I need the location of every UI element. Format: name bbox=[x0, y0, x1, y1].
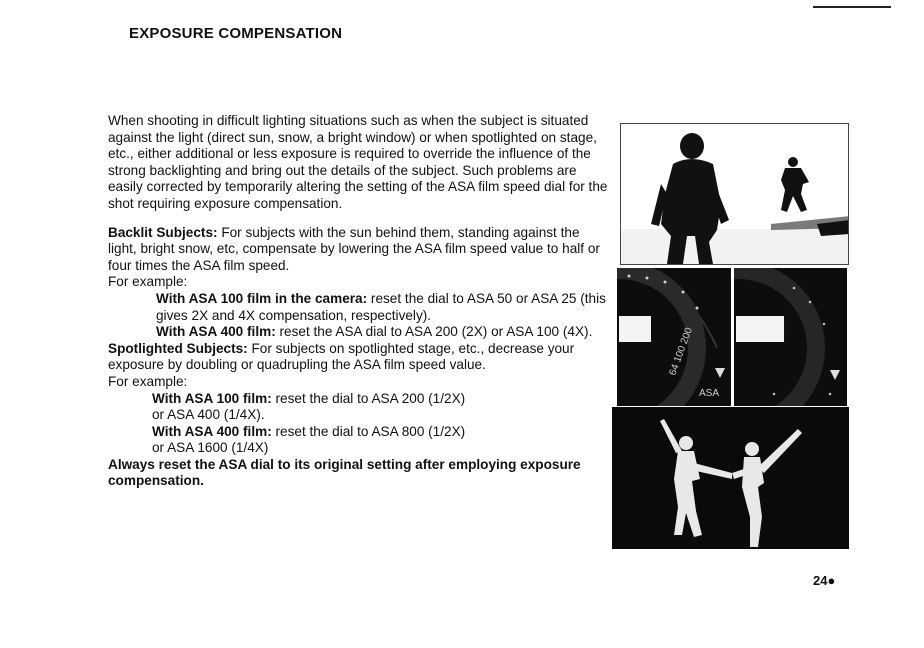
spotlighted-example-1-cont: or ASA 400 (1/4X). bbox=[152, 407, 265, 423]
backlit-label: Backlit Subjects: bbox=[108, 224, 218, 240]
spotlighted-example-2 bbox=[108, 424, 608, 441]
backlit-for-example: For example: bbox=[108, 274, 188, 290]
backlit-paragraph bbox=[108, 225, 608, 275]
page-title: EXPOSURE COMPENSATION bbox=[129, 25, 343, 42]
dial-numbers: 64 100 200 bbox=[667, 326, 695, 378]
spotlighted-example-2-label: With ASA 400 film: bbox=[152, 423, 272, 439]
reminder-note: Always reset the ASA dial to its original setting after employing exposure compensation. bbox=[108, 456, 581, 489]
backlit-example-1-label: With ASA 100 film in the camera: bbox=[156, 290, 368, 306]
photo-spotlighted-dancers bbox=[612, 407, 849, 549]
backlit-example-2-label: With ASA 400 film: bbox=[156, 324, 276, 340]
page-number-value: 24 bbox=[813, 573, 828, 588]
spotlighted-example-2-text: reset the dial to ASA 800 (1/2X) bbox=[271, 423, 466, 439]
photo-asa-dial bbox=[617, 268, 731, 406]
dial-asa-label: ASA bbox=[699, 388, 720, 399]
backlit-example-1 bbox=[108, 291, 608, 324]
backlit-text: For subjects with the sun behind them, standing against the light, bright snow, etc, compensate by lowering the ASA film speed value to half or four times the ASA film speed. bbox=[108, 224, 600, 273]
top-rule bbox=[813, 6, 891, 8]
photo-backlit-skiers bbox=[620, 123, 849, 265]
photo-asa-dial-2 bbox=[734, 268, 847, 406]
backlit-example-1-text: reset the dial to ASA 50 or ASA 25 (this gives 2X and 4X compensation, respectively). bbox=[156, 290, 606, 323]
body-text bbox=[108, 113, 608, 490]
backlit-example-2 bbox=[108, 324, 608, 341]
spotlighted-example-1-text: reset the dial to ASA 200 (1/2X) bbox=[271, 390, 466, 406]
spotlighted-example-1-label: With ASA 100 film: bbox=[152, 390, 272, 406]
spotlighted-example-2-cont: or ASA 1600 (1/4X) bbox=[152, 440, 269, 456]
spotlighted-example-1 bbox=[108, 391, 608, 408]
spotlighted-label: Spotlighted Subjects: bbox=[108, 340, 248, 356]
spotlighted-text: For subjects on spotlighted stage, etc., decrease your exposure by doubling or quadrupling the ASA film speed value. bbox=[108, 340, 575, 373]
intro-paragraph: When shooting in difficult lighting situations such as when the subject is situated against the light (direct sun, snow, a bright window) or when spotlighted on stage, etc., either additional or less exposure is required to override the influence of the strong backlighting and bring out the details of the subject. Such problems are easily corrected by temporarily altering the setting of the ASA film speed dial for the shot requiring exposure compensation. bbox=[108, 113, 608, 211]
page-number-bullet: ● bbox=[827, 573, 836, 588]
spotlighted-paragraph bbox=[108, 341, 608, 374]
backlit-example-2-text: reset the ASA dial to ASA 200 (2X) or ASA 100 (4X). bbox=[275, 324, 593, 340]
spotlighted-for-example: For example: bbox=[108, 373, 188, 389]
page-number bbox=[813, 573, 835, 588]
